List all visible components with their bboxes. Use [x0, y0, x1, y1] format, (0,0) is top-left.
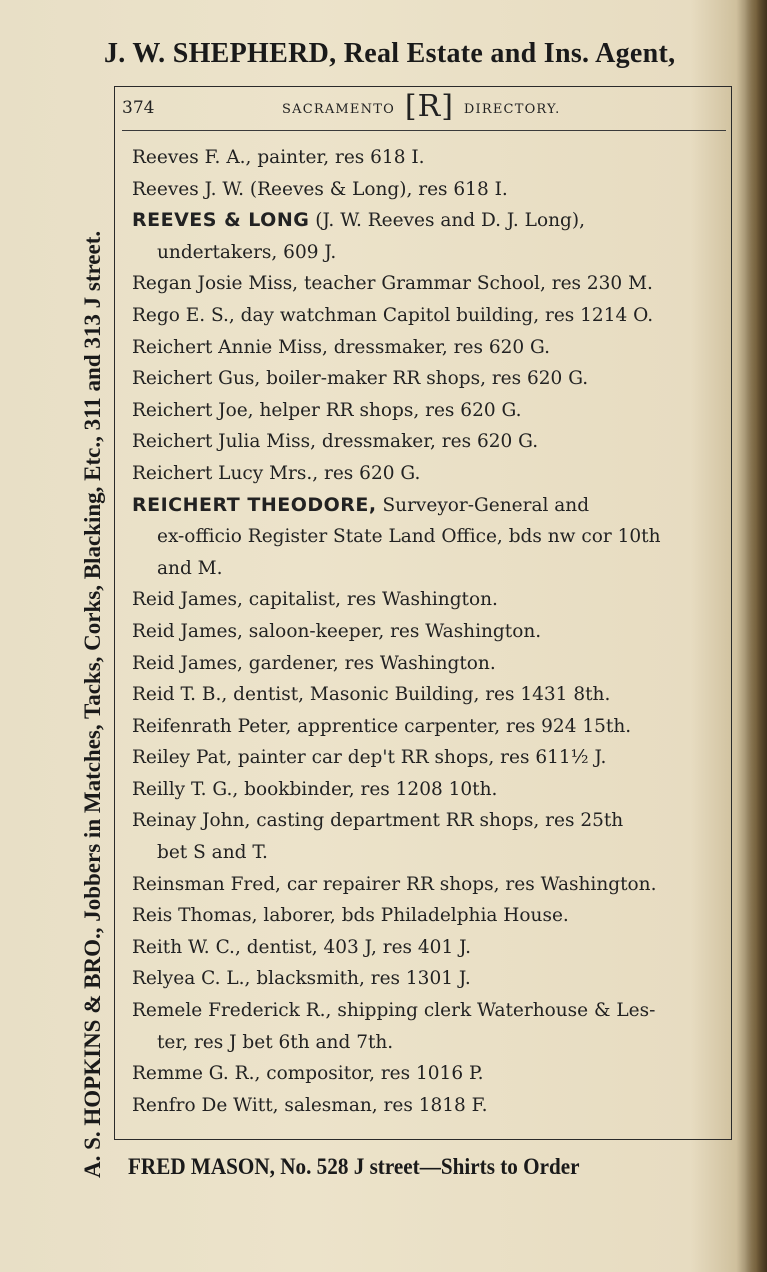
- directory-entry: [107, 142, 726, 174]
- entry-details: boiler-maker RR shops, res 620 G.: [266, 368, 589, 390]
- entry-details: laborer, bds Philadelphia House.: [263, 905, 569, 927]
- entry-name: Remele Frederick R.,: [132, 1000, 332, 1022]
- directory-entries: [132, 142, 726, 1121]
- directory-entry: [107, 1058, 726, 1090]
- side-advertisement: A. S. HOPKINS & BRO., Jobbers in Matches, Tacks, Corks, Blacking, Etc., 311 and 313 J street.: [80, 230, 105, 1178]
- entry-details: helper RR shops, res 620 G.: [259, 399, 522, 421]
- entry-continuation: ex-officio Register State Land Office, bds nw cor 10th: [157, 526, 661, 548]
- directory-entry: [107, 490, 726, 585]
- directory-entry: [107, 774, 726, 806]
- entry-name: Relyea C. L.,: [132, 968, 251, 990]
- entry-name: Reiley Pat,: [132, 747, 232, 769]
- entry-name: Reichert Gus,: [132, 368, 261, 390]
- entry-details: dentist, 403 J, res 401 J.: [246, 936, 471, 958]
- entry-details: car repairer RR shops, res Washington.: [286, 873, 657, 895]
- entry-name: Reid James,: [132, 589, 243, 611]
- directory-entry: [107, 742, 726, 774]
- entry-name: Reichert Annie Miss,: [132, 336, 328, 358]
- entry-name: Regan Josie Miss,: [132, 273, 299, 295]
- directory-entry: [107, 900, 726, 932]
- entry-name: REICHERT THEODORE,: [132, 493, 377, 516]
- page-edge-shadow: [745, 0, 767, 1272]
- entry-details: (Reeves & Long), res 618 I.: [249, 178, 508, 200]
- directory-entry: [107, 300, 726, 332]
- entry-details: blacksmith, res 1301 J.: [256, 968, 471, 990]
- entry-details: gardener, res Washington.: [248, 652, 496, 674]
- directory-entry: [107, 458, 726, 490]
- page-number: 374: [122, 98, 155, 118]
- directory-entry: [107, 426, 726, 458]
- entry-name: Reichert Julia Miss,: [132, 431, 316, 453]
- entry-details: shipping clerk Waterhouse & Les-: [337, 1000, 656, 1022]
- header-city: SACRAMENTO: [282, 101, 395, 117]
- entry-name: REEVES & LONG: [132, 209, 310, 232]
- entry-details: dentist, Masonic Building, res 1431 8th.: [233, 684, 611, 706]
- entry-name: Reeves J. W.: [132, 178, 245, 200]
- header-letter: [R]: [404, 89, 454, 124]
- header-rule: [122, 130, 726, 131]
- entry-name: Renfro De Witt,: [132, 1094, 279, 1116]
- entry-name: Rego E. S.,: [132, 304, 235, 326]
- entry-details: saloon-keeper, res Washington.: [248, 620, 542, 642]
- entry-details: (J. W. Reeves and D. J. Long),: [315, 210, 585, 232]
- entry-name: Reilly T. G.,: [132, 778, 239, 800]
- entry-name: Reeves F. A.,: [132, 147, 252, 168]
- directory-entry: [107, 332, 726, 364]
- entry-continuation: and M.: [157, 557, 223, 579]
- entry-name: Reinsman Fred,: [132, 873, 281, 895]
- bottom-advertisement: FRED MASON, No. 528 J street—Shirts to Order: [128, 1154, 580, 1179]
- directory-entry: [107, 1090, 726, 1122]
- entry-name: Reid James,: [132, 652, 243, 674]
- directory-entry: [107, 869, 726, 901]
- directory-entry: [107, 584, 726, 616]
- entry-details: res 620 G.: [324, 462, 421, 484]
- entry-details: bookbinder, res 1208 10th.: [244, 778, 498, 800]
- directory-entry: [107, 616, 726, 648]
- directory-entry: [107, 711, 726, 743]
- directory-entry: [107, 679, 726, 711]
- entry-name: Reinay John,: [132, 810, 251, 832]
- entry-details: painter car dep't RR shops, res 611½ J.: [237, 747, 607, 769]
- entry-continuation: undertakers, 609 J.: [157, 241, 337, 263]
- directory-entry: [107, 648, 726, 680]
- directory-entry: [107, 174, 726, 206]
- entry-details: dressmaker, res 620 G.: [333, 336, 551, 358]
- entry-details: capitalist, res Washington.: [248, 589, 498, 611]
- top-advertisement: J. W. SHEPHERD, Real Estate and Ins. Agent,: [104, 38, 676, 69]
- entry-name: Reis Thomas,: [132, 905, 258, 927]
- entry-name: Remme G. R.,: [132, 1063, 261, 1085]
- entry-details: apprentice carpenter, res 924 15th.: [297, 715, 632, 737]
- directory-entry: [107, 363, 726, 395]
- entry-name: Reith W. C.,: [132, 936, 241, 958]
- directory-entry: [107, 995, 726, 1058]
- directory-entry: [107, 805, 726, 868]
- entry-continuation: bet S and T.: [157, 842, 268, 864]
- directory-entry: [107, 205, 726, 268]
- entry-details: teacher Grammar School, res 230 M.: [303, 273, 653, 295]
- directory-entry: [107, 268, 726, 300]
- entry-name: Reid T. B.,: [132, 684, 228, 706]
- entry-details: day watchman Capitol building, res 1214 O.: [240, 304, 654, 326]
- entry-details: Surveyor-General and: [382, 494, 590, 516]
- running-head: [282, 89, 561, 124]
- entry-name: Reichert Joe,: [132, 399, 254, 421]
- entry-name: Reifenrath Peter,: [132, 715, 292, 737]
- page-header: [122, 89, 722, 128]
- entry-details: painter, res 618 I.: [257, 147, 425, 168]
- entry-continuation: ter, res J bet 6th and 7th.: [157, 1031, 394, 1053]
- directory-entry: [107, 932, 726, 964]
- entry-name: Reid James,: [132, 620, 243, 642]
- entry-details: compositor, res 1016 P.: [266, 1063, 484, 1085]
- entry-details: casting department RR shops, res 25th: [256, 810, 624, 832]
- entry-name: Reichert Lucy Mrs.,: [132, 462, 319, 484]
- header-directory: DIRECTORY.: [463, 101, 561, 117]
- entry-details: dressmaker, res 620 G.: [321, 431, 539, 453]
- directory-entry: [107, 963, 726, 995]
- entry-details: salesman, res 1818 F.: [284, 1094, 488, 1116]
- directory-entry: [107, 395, 726, 427]
